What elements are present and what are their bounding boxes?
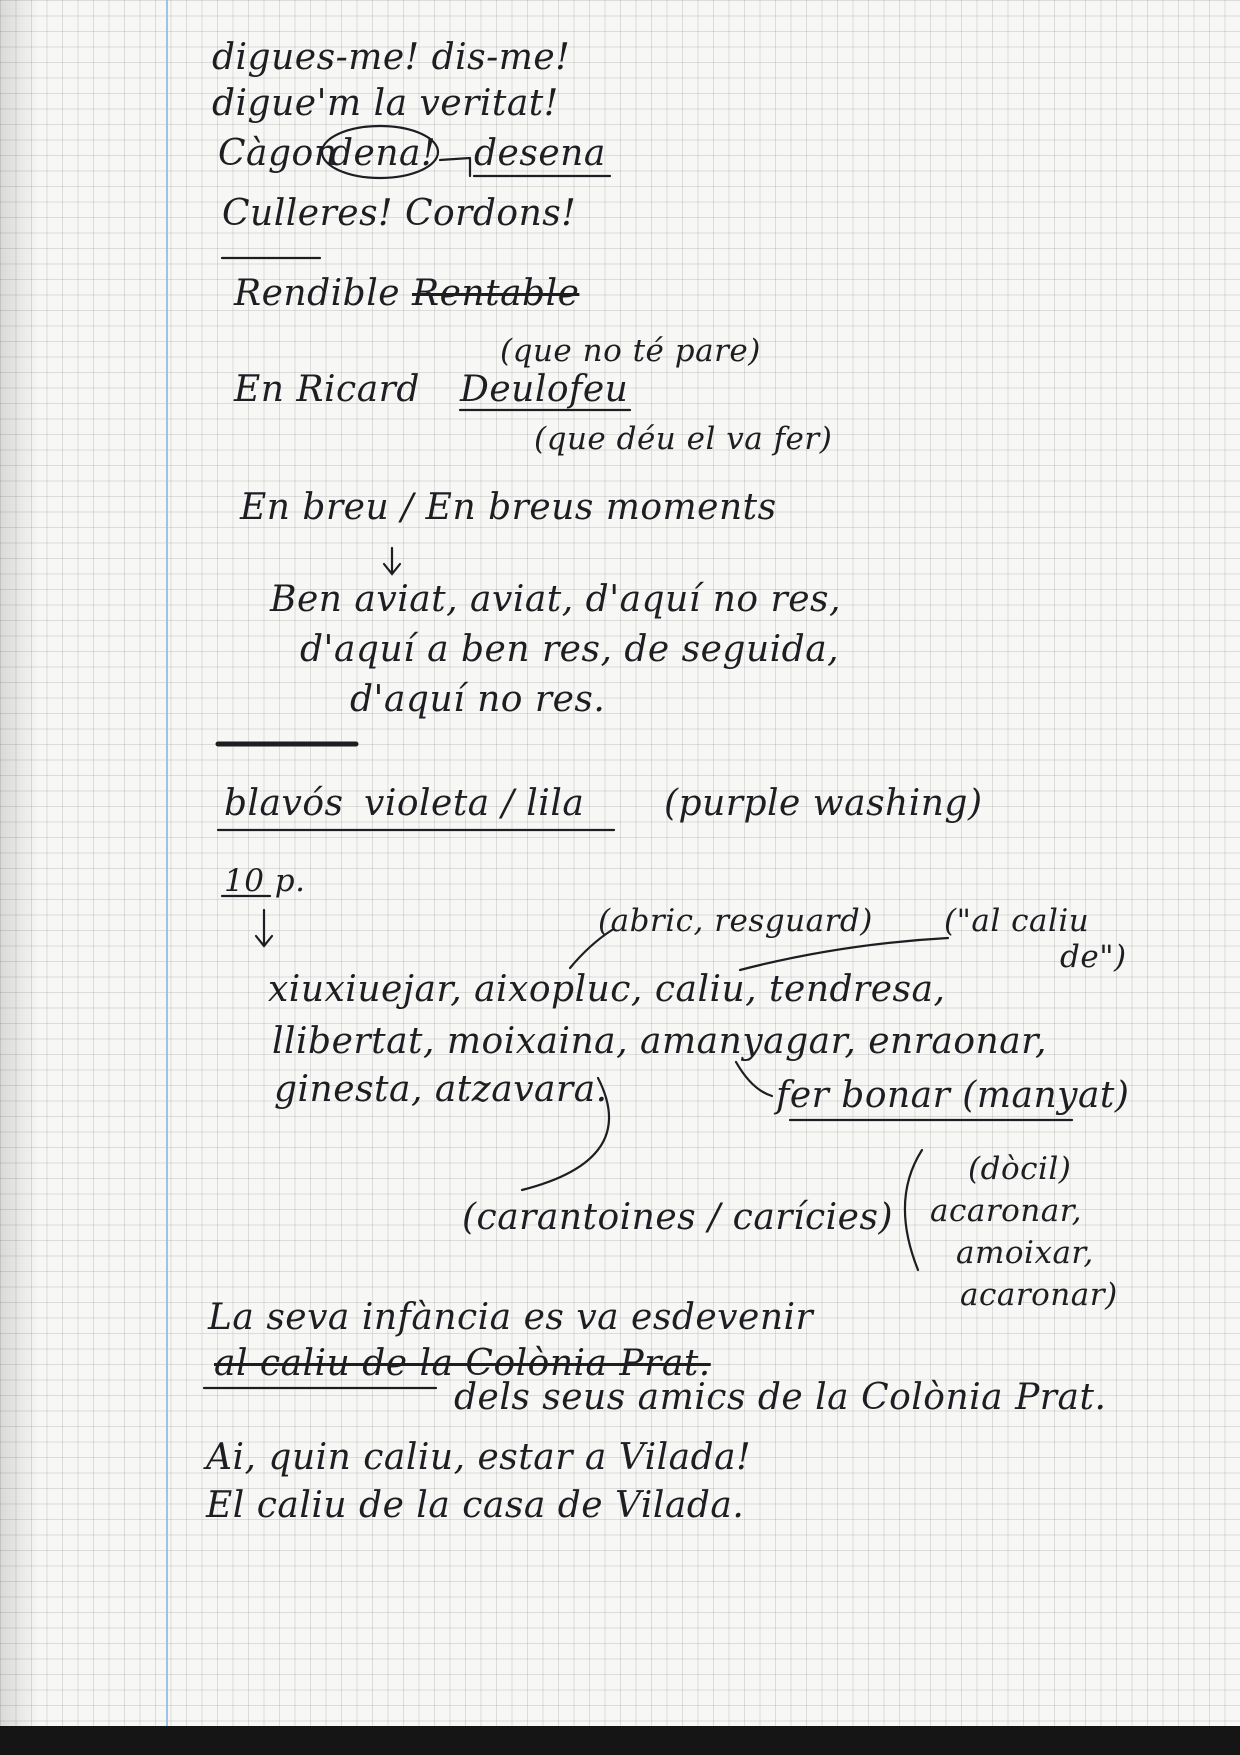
word-blavos: blavós <box>224 783 344 824</box>
note-carantoines: (carantoines / carícies) <box>462 1197 894 1238</box>
word-rendible: Rendible <box>234 273 401 314</box>
arrow-aixopluc-up <box>570 930 612 968</box>
photo-bottom-edge <box>0 1726 1240 1755</box>
line-ben-aviat: Ben aviat, aviat, d'aquí no res, <box>270 579 841 620</box>
arrow-down-10p <box>256 910 272 946</box>
note-acaronar-2: acaronar) <box>960 1277 1118 1313</box>
bracket-docil <box>905 1150 922 1270</box>
line-violeta-lila: violeta / lila <box>364 783 585 824</box>
line-cagon: Càgon <box>218 133 338 174</box>
arrow-caliu-to-al-caliu <box>740 938 948 970</box>
note-deu-el-va-fer: (que déu el va fer) <box>534 421 833 457</box>
line-culleres: Culleres! Cordons! <box>222 193 577 234</box>
line-dels-seus-amics: dels seus amics de la Colònia Prat. <box>454 1377 1107 1418</box>
note-acaronar-1: acaronar, <box>930 1193 1083 1229</box>
arrow-dena-desena <box>440 158 470 176</box>
note-fer-bonar: fer bonar (manyat) <box>776 1075 1130 1116</box>
arrow-amanyagar <box>736 1062 772 1096</box>
word-desena: desena <box>474 133 606 174</box>
line-daqui-no-res: d'aquí no res. <box>350 679 606 720</box>
line-al-caliu-struck: al caliu de la Colònia Prat. <box>214 1343 711 1384</box>
line-en-ricard: En Ricard <box>234 369 420 410</box>
line-ai-quin-caliu: Ai, quin caliu, estar a Vilada! <box>206 1437 752 1478</box>
label-10p: 10 p. <box>224 863 306 899</box>
word-dena: dena! <box>330 133 436 174</box>
note-amoixar: amoixar, <box>956 1235 1094 1271</box>
arrow-down-en-breu <box>384 548 400 574</box>
line-xiuxiuejar: xiuxiuejar, aixopluc, caliu, tendresa, <box>268 969 946 1010</box>
line-en-breu: En breu / En breus moments <box>240 487 777 528</box>
line-digues-me: digues-me! dis-me! <box>212 37 571 78</box>
line-daqui-a-ben-res: d'aquí a ben res, de seguida, <box>300 629 840 670</box>
note-al-caliu: ("al caliu <box>944 903 1090 939</box>
circle-dena <box>322 126 438 178</box>
note-abric-resguard: (abric, resguard) <box>598 903 873 939</box>
line-digue-m: digue'm la veritat! <box>212 83 559 124</box>
note-purple-washing: (purple washing) <box>664 783 983 824</box>
line-llibertat: llibertat, moixaina, amanyagar, enraonar, <box>272 1021 1047 1062</box>
line-la-seva-infancia: La seva infància es va esdevenir <box>208 1297 814 1338</box>
arrow-ginesta-to-carantoines <box>522 1078 609 1190</box>
note-no-te-pare: (que no té pare) <box>500 333 761 369</box>
note-docil: (dòcil) <box>968 1151 1072 1187</box>
line-ginesta: ginesta, atzavara. <box>274 1069 608 1110</box>
word-deulofeu: Deulofeu <box>460 369 629 410</box>
word-rentable-struck: Rentable <box>412 273 580 314</box>
note-de: de") <box>1060 939 1127 975</box>
line-el-caliu-de-la-casa: El caliu de la casa de Vilada. <box>206 1485 745 1526</box>
